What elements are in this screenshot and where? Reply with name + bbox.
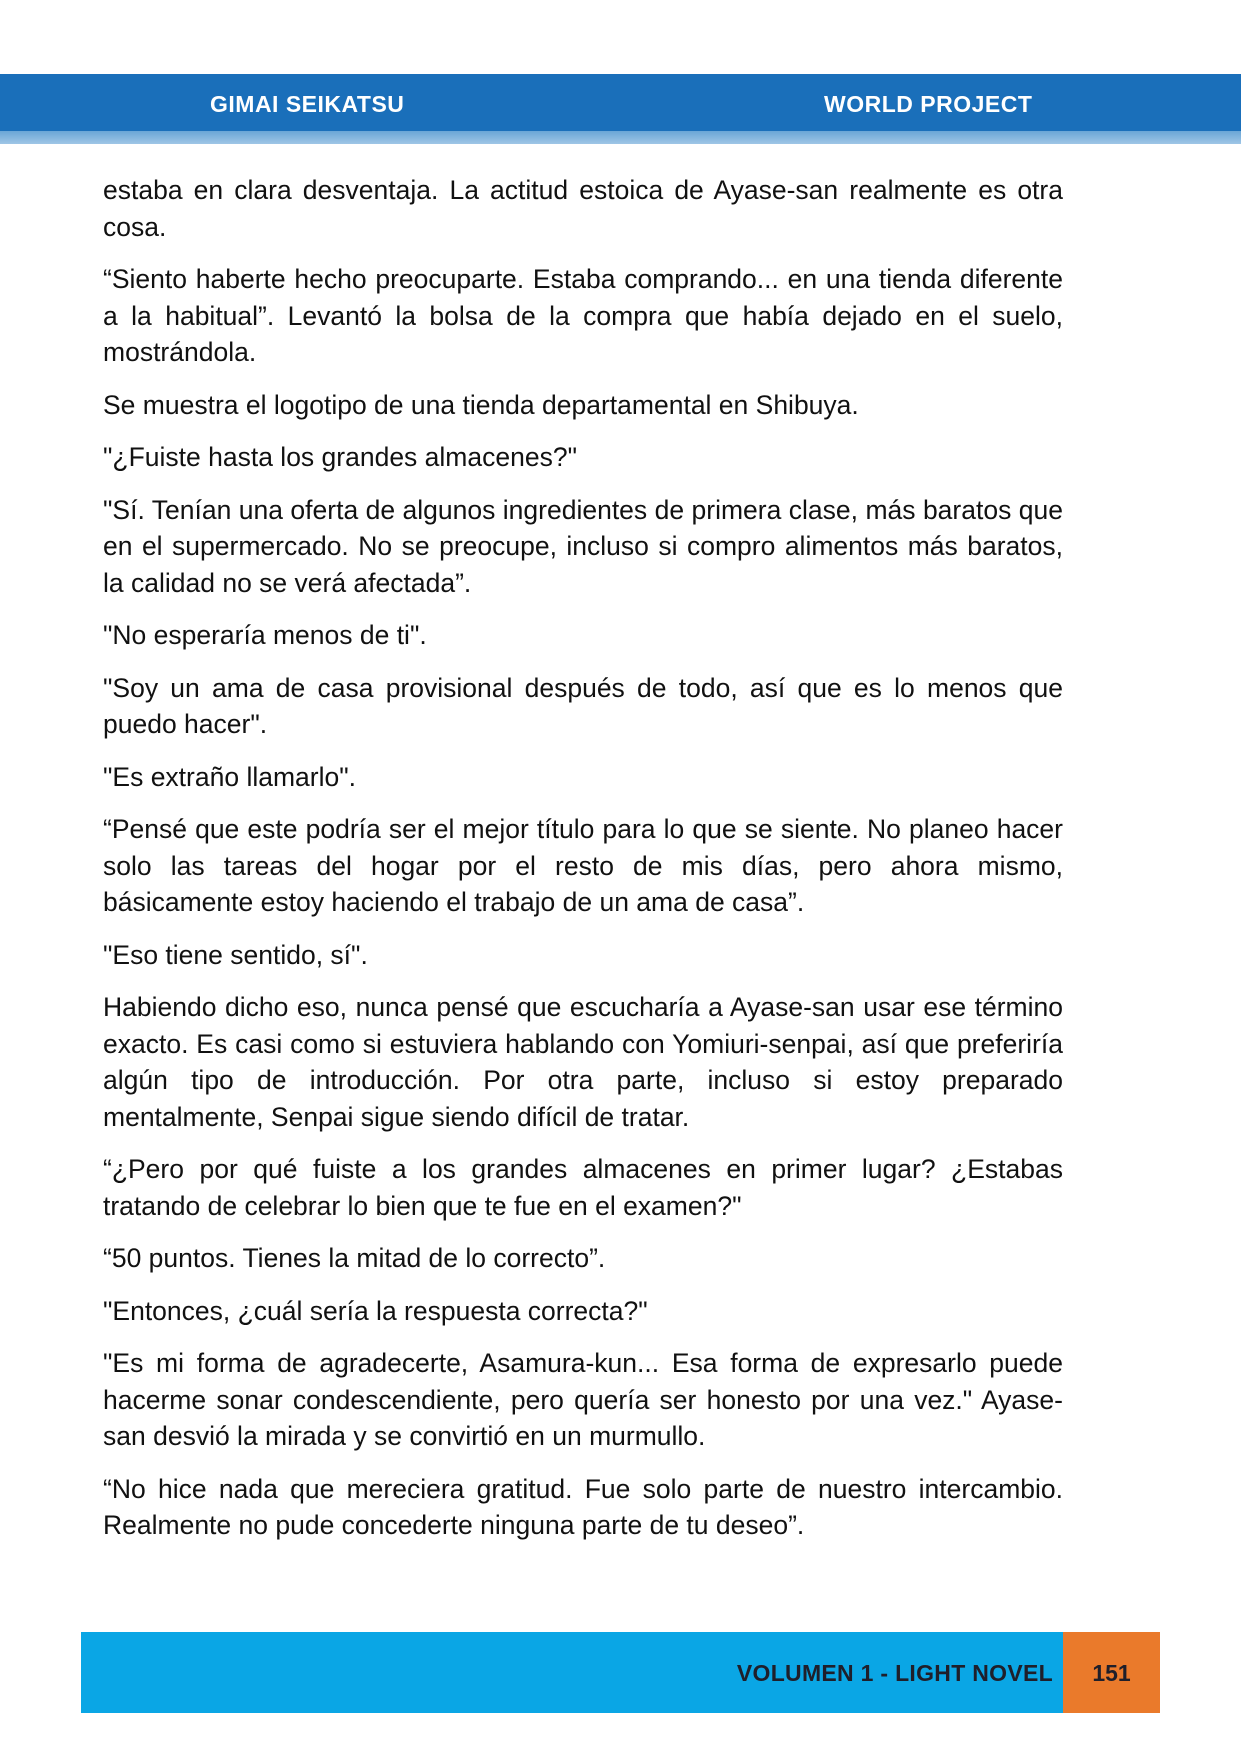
paragraph: Se muestra el logotipo de una tienda departamental en Shibuya. [103,389,859,420]
page-body-text [103,172,1063,1560]
paragraph: "Es extraño llamarlo". [103,761,356,792]
header-shadow-strip [0,131,1241,144]
paragraph: estaba en clara desventaja. La actitud estoica de Ayase-san realmente es otra cosa. [103,175,1063,242]
paragraph: "Soy un ama de casa provisional después de todo, así que es lo menos que puedo hacer". [103,672,1063,739]
paragraph: “No hice nada que mereciera gratitud. Fue solo parte de nuestro intercambio. Realmente no pude concederte ninguna parte de tu deseo”. [103,1473,1063,1540]
paragraph: “¿Pero por qué fuiste a los grandes almacenes en primer lugar? ¿Estabas tratando de celebrar lo bien que te fue en el examen?" [103,1154,1063,1221]
footer-volume-title: VOLUMEN 1 - LIGHT NOVEL [736,1660,1053,1686]
page-number: 151 [1092,1660,1131,1686]
paragraph: "¿Fuiste hasta los grandes almacenes?" [103,442,577,472]
paragraph: “Siento haberte hecho preocuparte. Estaba comprando... en una tienda diferente a la habitual”. Levantó la bolsa de la compra que había dejado en el suelo, mostrándola. [103,264,1063,367]
paragraph: “50 puntos. Tienes la mitad de lo correcto”. [103,1243,606,1273]
paragraph: "Es mi forma de agradecerte, Asamura-kun... Esa forma de expresarlo puede hacerme sonar condescendiente, pero quería ser honesto por una vez." Ayase-san desvió la mirada y se convirtió en un murmullo. [103,1348,1063,1451]
paragraph: "Entonces, ¿cuál sería la respuesta correcta?" [103,1295,648,1326]
header-group-title: WORLD PROJECT [824,91,1033,117]
paragraph: “Pensé que este podría ser el mejor título para lo que se siente. No planeo hacer solo las tareas del hogar por el resto de mis días, pero ahora mismo, básicamente estoy haciendo el trabajo de un ama de casa”. [103,814,1063,917]
paragraph: "Sí. Tenían una oferta de algunos ingredientes de primera clase, más baratos que en el supermercado. No se preocupe, incluso si compro alimentos más baratos, la calidad no se verá afectada”. [103,494,1063,598]
paragraph: Habiendo dicho eso, nunca pensé que escucharía a Ayase-san usar ese término exacto. Es casi como si estuviera hablando con Yomiuri-senpai, así que preferiría algún tipo de introducción. Por otra parte, incluso si estoy preparado mentalmente, Senpai sigue siendo difícil de tratar. [103,992,1063,1132]
paragraph: "Eso tiene sentido, sí". [103,939,368,970]
page-number-box [1063,1632,1160,1713]
paragraph: "No esperaría menos de ti". [103,620,427,650]
footer-band [81,1632,1063,1713]
header-series-title: GIMAI SEIKATSU [210,91,405,117]
header-band [0,74,1241,131]
